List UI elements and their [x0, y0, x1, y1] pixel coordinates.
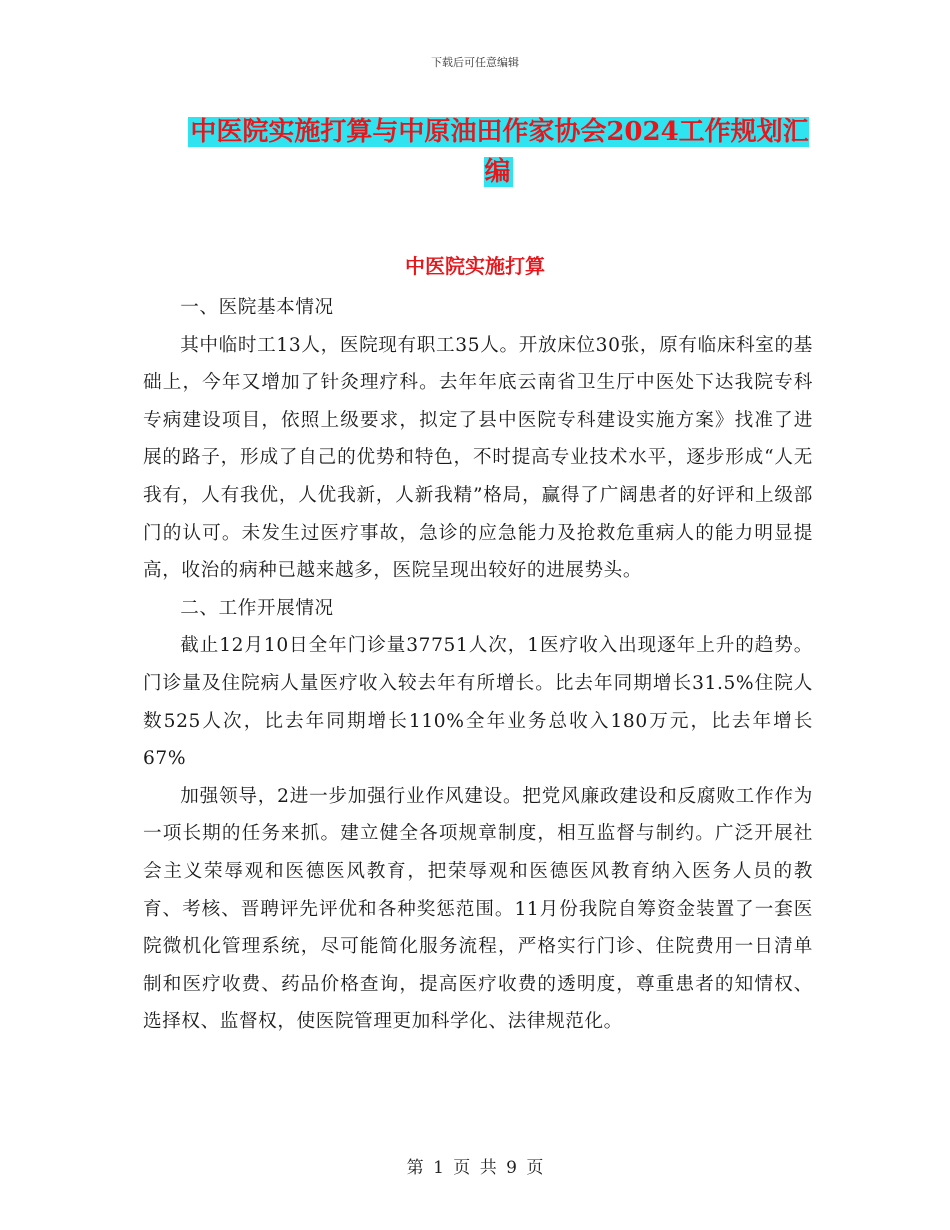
section-title: 中医院实施打算 — [405, 254, 545, 278]
paragraph-work-statistics: 截止12月10日全年门诊量37751人次，1医疗收入出现逐年上升的趋势。门诊量及住院病人量医疗收入较去年有所增长。比去年同期增长31.5%住院人数525人次，比去年同期增长110%全年业务总收入180万元，比去年增长67% — [143, 635, 813, 770]
document-title-text: 中医院实施打算与中原油田作家协会2024工作规划汇编 — [190, 117, 809, 187]
heading-hospital-overview: 一、医院基本情况 — [180, 297, 334, 318]
page-number: 第 1 页 共 9 页 — [406, 1158, 544, 1178]
document-title — [186, 112, 811, 192]
header-note: 下载后可任意编辑 — [431, 56, 519, 69]
document-body — [143, 289, 813, 1041]
heading-work-progress: 二、工作开展情况 — [180, 597, 334, 619]
paragraph-leadership: 加强领导，2进一步加强行业作风建设。把党风廉政建设和反腐败工作作为一项长期的任务来抓。建立健全各项规章制度，相互监督与制约。广泛开展社会主义荣辱观和医德医风教育，把荣辱观和医德医风教育纳入医务人员的教育、考核、晋聘评先评优和各种奖惩范围。11月份我院自筹资金装置了一套医院微机化管理系统，尽可能简化服务流程，严格实行门诊、住院费用一日清单制和医疗收费、药品价格查询，提高医疗收费的透明度，尊重患者的知情权、选择权、监督权，使医院管理更加科学化、法律规范化。 — [143, 785, 813, 1033]
paragraph-hospital-overview: 其中临时工13人，医院现有职工35人。开放床位30张，原有临床科室的基础上，今年又增加了针灸理疗科。去年年底云南省卫生厅中医处下达我院专科专病建设项目，依照上级要求，拟定了县中医院专科建设实施方案》找准了进展的路子，形成了自己的优势和特色，不时提高专业技术水平，逐步形成“人无我有，人有我优，人优我新，人新我精”格局，赢得了广阔患者的好评和上级部门的认可。未发生过医疗事故，急诊的应急能力及抢救危重病人的能力明显提高，收治的病种已越来越多，医院呈现出较好的进展势头。 — [143, 334, 813, 582]
